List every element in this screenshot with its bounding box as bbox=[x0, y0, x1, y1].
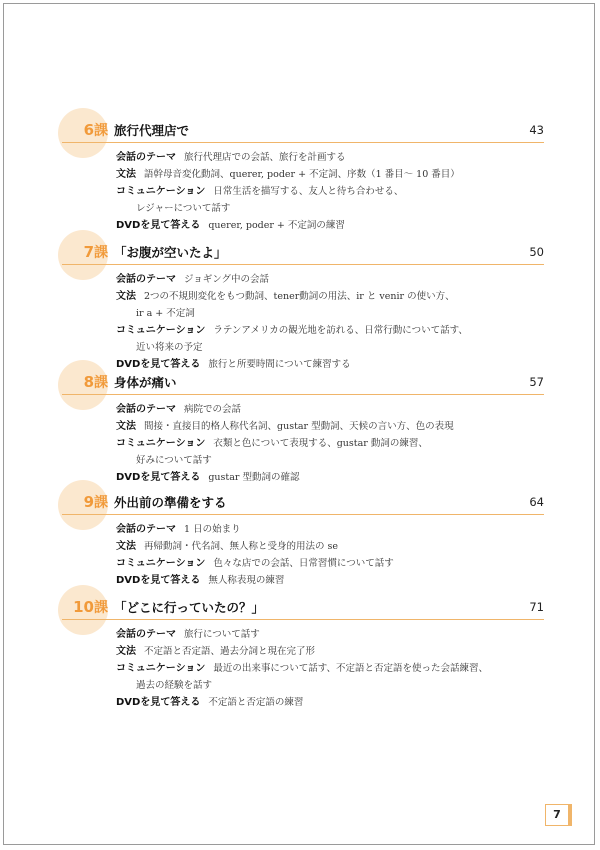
item-text: 再帰動詞・代名詞、無人称と受身的用法の se bbox=[144, 541, 339, 552]
item-label: コミュニケーション bbox=[116, 325, 206, 336]
list-item bbox=[116, 626, 544, 643]
lesson-number-value: 10 bbox=[73, 598, 94, 616]
list-item bbox=[116, 217, 544, 234]
lesson-page-number: 64 bbox=[529, 495, 544, 509]
item-text: 間接・直接目的格人称代名詞、gustar 型動詞、天候の言い方、色の表現 bbox=[144, 421, 454, 432]
item-label: DVDを見て答える bbox=[116, 575, 201, 586]
list-item bbox=[116, 166, 544, 183]
item-text: 病院での会話 bbox=[184, 404, 242, 415]
item-label: 文法 bbox=[116, 291, 136, 302]
page-number: 7 bbox=[545, 804, 572, 826]
item-text: 旅行について話す bbox=[184, 629, 260, 640]
lesson-number-suffix: 課 bbox=[94, 600, 108, 616]
lesson-header bbox=[62, 370, 544, 395]
item-label: 会話のテーマ bbox=[116, 629, 176, 640]
item-text: 日常生活を描写する、友人と待ち合わせる、 bbox=[213, 186, 404, 197]
item-text: 旅行代理店での会話、旅行を計画する bbox=[184, 152, 346, 163]
lesson-header bbox=[62, 490, 544, 515]
item-text: 不定語と否定語の練習 bbox=[208, 697, 304, 708]
item-label: 文法 bbox=[116, 646, 136, 657]
item-text-continued: 好みについて話す bbox=[136, 455, 212, 466]
list-item bbox=[116, 555, 544, 572]
item-label: DVDを見て答える bbox=[116, 220, 201, 231]
item-label: 会話のテーマ bbox=[116, 404, 176, 415]
list-item bbox=[116, 643, 544, 660]
list-item bbox=[116, 435, 544, 469]
item-text: ラテンアメリカの観光地を訪れる、日常行動について話す、 bbox=[213, 325, 468, 336]
item-text-continued: レジャーについて話す bbox=[136, 203, 231, 214]
lesson-title: 身体が痛い bbox=[114, 375, 177, 390]
lesson-number bbox=[62, 120, 114, 140]
lesson-items bbox=[62, 149, 544, 234]
item-label: DVDを見て答える bbox=[116, 472, 201, 483]
list-item bbox=[116, 469, 544, 486]
lesson-title: 「お腹が空いたよ」 bbox=[114, 245, 227, 260]
item-text: 最近の出来事について話す、不定語と否定語を使った会話練習、 bbox=[213, 663, 488, 674]
item-label: DVDを見て答える bbox=[116, 359, 201, 370]
lesson-number bbox=[62, 242, 114, 262]
lesson-title: 外出前の準備をする bbox=[114, 495, 227, 510]
lesson-number-suffix: 課 bbox=[94, 495, 108, 511]
lesson-header bbox=[62, 240, 544, 265]
item-text-continued: 近い将来の予定 bbox=[136, 342, 203, 353]
item-label: 文法 bbox=[116, 169, 136, 180]
item-text: 無人称表現の練習 bbox=[208, 575, 285, 586]
lesson-page-number: 50 bbox=[529, 245, 544, 259]
item-text: 旅行と所要時間について練習する bbox=[208, 359, 351, 370]
item-text: 衣類と色について表現する、gustar 動詞の練習、 bbox=[213, 438, 428, 449]
lesson-number-suffix: 課 bbox=[94, 375, 108, 391]
lesson-block bbox=[62, 490, 544, 589]
lesson-header bbox=[62, 595, 544, 620]
lesson-block bbox=[62, 240, 544, 373]
lesson-number-suffix: 課 bbox=[94, 123, 108, 139]
lesson-number bbox=[62, 372, 114, 392]
list-item bbox=[116, 288, 544, 322]
item-label: 文法 bbox=[116, 421, 136, 432]
lesson-number-value: 6 bbox=[83, 121, 94, 139]
lesson-number bbox=[62, 492, 114, 512]
lesson-items bbox=[62, 271, 544, 373]
list-item bbox=[116, 183, 544, 217]
lesson-number-value: 7 bbox=[83, 243, 94, 261]
list-item bbox=[116, 322, 544, 356]
item-label: 会話のテーマ bbox=[116, 274, 176, 285]
lesson-number-value: 8 bbox=[83, 373, 94, 391]
list-item bbox=[116, 271, 544, 288]
lesson-title: 旅行代理店で bbox=[114, 123, 190, 138]
list-item bbox=[116, 694, 544, 711]
lesson-title: 「どこに行っていたの？」 bbox=[114, 600, 265, 615]
list-item bbox=[116, 572, 544, 589]
item-label: 文法 bbox=[116, 541, 136, 552]
item-text: ジョギング中の会話 bbox=[184, 274, 270, 285]
lesson-page-number: 71 bbox=[529, 600, 544, 614]
list-item bbox=[116, 401, 544, 418]
list-item bbox=[116, 521, 544, 538]
item-text: 不定語と否定語、過去分詞と現在完了形 bbox=[144, 646, 316, 657]
item-text-continued: 過去の経験を話す bbox=[136, 680, 213, 691]
item-label: コミュニケーション bbox=[116, 186, 206, 197]
item-text: 語幹母音変化動詞、querer, poder + 不定詞、序数（1 番目～ 10 番目） bbox=[144, 169, 460, 180]
lesson-block bbox=[62, 118, 544, 234]
lesson-items bbox=[62, 401, 544, 486]
lesson-block bbox=[62, 595, 544, 711]
lesson-number-suffix: 課 bbox=[94, 245, 108, 261]
lesson-items bbox=[62, 626, 544, 711]
lesson-number-value: 9 bbox=[83, 493, 94, 511]
lesson-page-number: 43 bbox=[529, 123, 544, 137]
item-label: コミュニケーション bbox=[116, 558, 206, 569]
lesson-page-number: 57 bbox=[529, 375, 544, 389]
item-label: DVDを見て答える bbox=[116, 697, 201, 708]
item-text-continued: ir a + 不定詞 bbox=[136, 308, 195, 319]
list-item bbox=[116, 538, 544, 555]
lesson-block bbox=[62, 370, 544, 486]
list-item bbox=[116, 418, 544, 435]
item-label: コミュニケーション bbox=[116, 663, 206, 674]
lesson-header bbox=[62, 118, 544, 143]
lesson-number bbox=[62, 597, 114, 617]
item-label: 会話のテーマ bbox=[116, 152, 176, 163]
list-item bbox=[116, 660, 544, 694]
item-text: gustar 型動詞の確認 bbox=[208, 472, 300, 483]
item-text: 1 日の始まり bbox=[184, 524, 241, 535]
item-label: 会話のテーマ bbox=[116, 524, 176, 535]
item-label: コミュニケーション bbox=[116, 438, 206, 449]
list-item bbox=[116, 149, 544, 166]
item-text: querer, poder + 不定詞の練習 bbox=[208, 220, 345, 231]
lesson-items bbox=[62, 521, 544, 589]
item-text: 2つの不規則変化をもつ動詞、tener動詞の用法、ir と venir の使い方、 bbox=[144, 291, 455, 302]
item-text: 色々な店での会話、日常習慣について話す bbox=[213, 558, 394, 569]
